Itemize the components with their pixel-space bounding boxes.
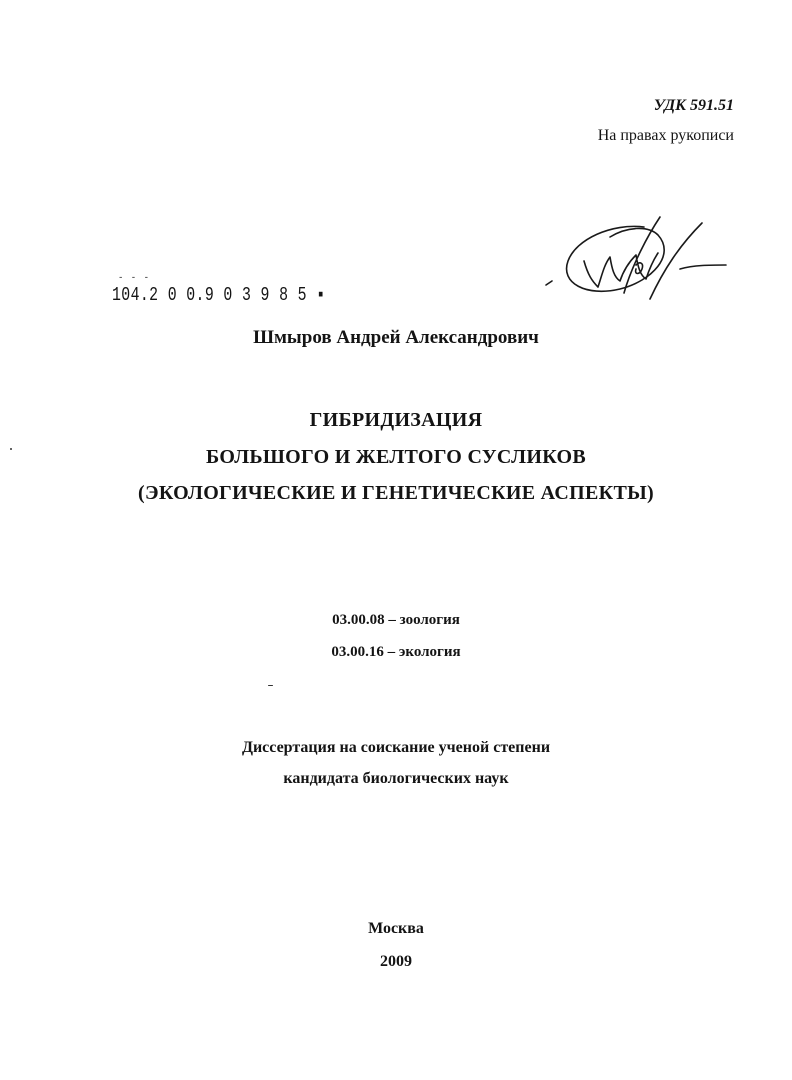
stamp-marker: - - - (118, 273, 151, 283)
specialty-1: 03.00.08 – зоология (332, 612, 460, 628)
title-line-2: БОЛЬШОГО И ЖЕЛТОГО СУСЛИКОВ (205, 446, 587, 468)
registration-stamp: 104.2 0 0.9 0 3 9 8 5 ▪ (112, 284, 326, 306)
specialty-code: 03.00.08 (332, 612, 385, 628)
specialty-name: экология (398, 644, 461, 660)
udk-code: УДК 591.51 (653, 97, 734, 114)
year: 2009 (380, 953, 412, 970)
title-line-3: (ЭКОЛОГИЧЕСКИЕ И ГЕНЕТИЧЕСКИЕ АСПЕКТЫ) (138, 482, 654, 504)
specialty-name: зоология (399, 612, 460, 628)
scan-speck (10, 448, 12, 450)
specialty-2: 03.00.16 – экология (331, 644, 461, 660)
specialty-code: 03.00.16 (331, 644, 384, 660)
degree-line-1: Диссертация на соискание ученой степени (241, 739, 551, 756)
signature-icon (540, 205, 730, 310)
scan-speck (268, 685, 273, 686)
rights-note: На правах рукописи (597, 127, 734, 144)
title-line-1: ГИБРИДИЗАЦИЯ (309, 409, 483, 431)
author-name: Шмыров Андрей Александрович (253, 327, 539, 348)
degree-line-2: кандидата биологических наук (283, 770, 509, 787)
place: Москва (368, 920, 424, 937)
